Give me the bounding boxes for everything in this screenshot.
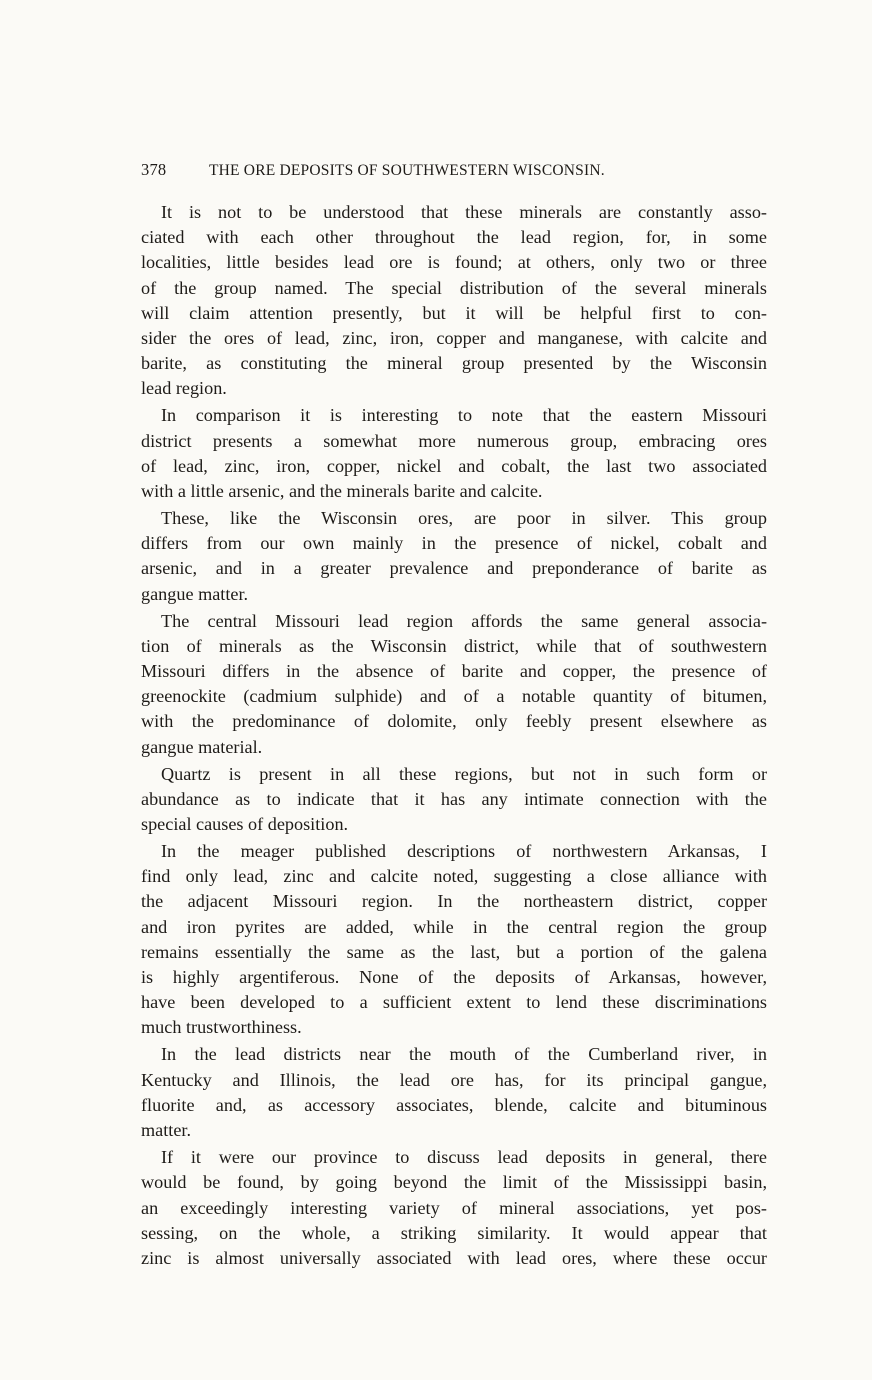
running-header (141, 160, 771, 180)
running-title: THE ORE DEPOSITS OF SOUTHWESTERN WISCONSIN. (209, 162, 605, 179)
text-line: Quartz is present in all these regions, but not in such form or (161, 763, 767, 784)
paragraph (141, 200, 767, 402)
text-line: will claim attention presently, but it will be helpful first to con- (141, 302, 767, 323)
paragraph (141, 506, 767, 607)
text-line: find only lead, zinc and calcite noted, suggesting a close alliance with (141, 866, 767, 887)
text-line: abundance as to indicate that it has any intimate connection with the (141, 788, 767, 809)
text-line: If it were our province to discuss lead deposits in general, there (161, 1147, 767, 1168)
body-text (141, 200, 767, 1273)
text-line: differs from our own mainly in the presence of nickel, cobalt and (141, 533, 767, 554)
text-line: with the predominance of dolomite, only feebly present elsewhere as (141, 711, 767, 732)
text-line: of lead, zinc, iron, copper, nickel and cobalt, the last two associated (141, 455, 767, 476)
text-line: arsenic, and in a greater prevalence and preponderance of barite as (141, 558, 767, 579)
text-line: These, like the Wisconsin ores, are poor in silver. This group (161, 508, 767, 529)
text-line: with a little arsenic, and the minerals barite and calcite. (141, 481, 543, 502)
text-line: Kentucky and Illinois, the lead ore has, for its principal gangue, (141, 1069, 767, 1090)
text-line: Missouri differs in the absence of barite and copper, the presence of (141, 661, 767, 682)
text-line: much trustworthiness. (141, 1017, 302, 1038)
text-line: greenockite (cadmium sulphide) and of a notable quantity of bitumen, (141, 686, 767, 707)
paragraph (141, 839, 767, 1041)
text-line: the adjacent Missouri region. In the northeastern district, copper (141, 891, 767, 912)
text-line: sessing, on the whole, a striking similarity. It would appear that (141, 1222, 767, 1243)
text-line: is highly argentiferous. None of the deposits of Arkansas, however, (141, 967, 767, 988)
text-line: barite, as constituting the mineral group presented by the Wisconsin (141, 353, 767, 374)
page-number: 378 (141, 160, 167, 179)
text-line: gangue material. (141, 736, 263, 757)
text-line: district presents a somewhat more numerous group, embracing ores (141, 430, 767, 451)
text-line: of the group named. The special distribution of the several minerals (141, 277, 767, 298)
text-line: tion of minerals as the Wisconsin district, while that of southwestern (141, 635, 767, 656)
text-line: have been developed to a sufficient extent to lend these discriminations (141, 992, 767, 1013)
text-line: zinc is almost universally associated with lead ores, where these occur (141, 1247, 767, 1268)
text-line: an exceedingly interesting variety of mineral associations, yet pos- (141, 1197, 767, 1218)
text-line: ciated with each other throughout the lead region, for, in some (141, 227, 767, 248)
text-line: special causes of deposition. (141, 814, 349, 835)
text-line: matter. (141, 1120, 191, 1141)
text-line: In the lead districts near the mouth of the Cumberland river, in (161, 1044, 767, 1065)
paragraph (141, 609, 767, 760)
paragraph (141, 1145, 767, 1271)
text-line: In comparison it is interesting to note that the eastern Missouri (161, 405, 767, 426)
text-line: fluorite and, as accessory associates, blende, calcite and bituminous (141, 1094, 767, 1115)
text-line: would be found, by going beyond the limit of the Mississippi basin, (141, 1172, 767, 1193)
text-line: The central Missouri lead region affords the same general associa- (161, 610, 767, 631)
text-line: localities, little besides lead ore is found; at others, only two or three (141, 252, 767, 273)
text-line: In the meager published descriptions of northwestern Arkansas, I (161, 841, 767, 862)
paragraph (141, 403, 767, 504)
text-line: sider the ores of lead, zinc, iron, copper and manganese, with calcite and (141, 328, 767, 349)
paragraph (141, 1042, 767, 1143)
text-line: lead region. (141, 378, 227, 399)
text-line: It is not to be understood that these minerals are constantly asso- (161, 202, 767, 222)
text-line: and iron pyrites are added, while in the central region the group (141, 916, 767, 937)
text-line: gangue matter. (141, 583, 249, 604)
text-line: remains essentially the same as the last, but a portion of the galena (141, 941, 767, 962)
paragraph (141, 762, 767, 838)
